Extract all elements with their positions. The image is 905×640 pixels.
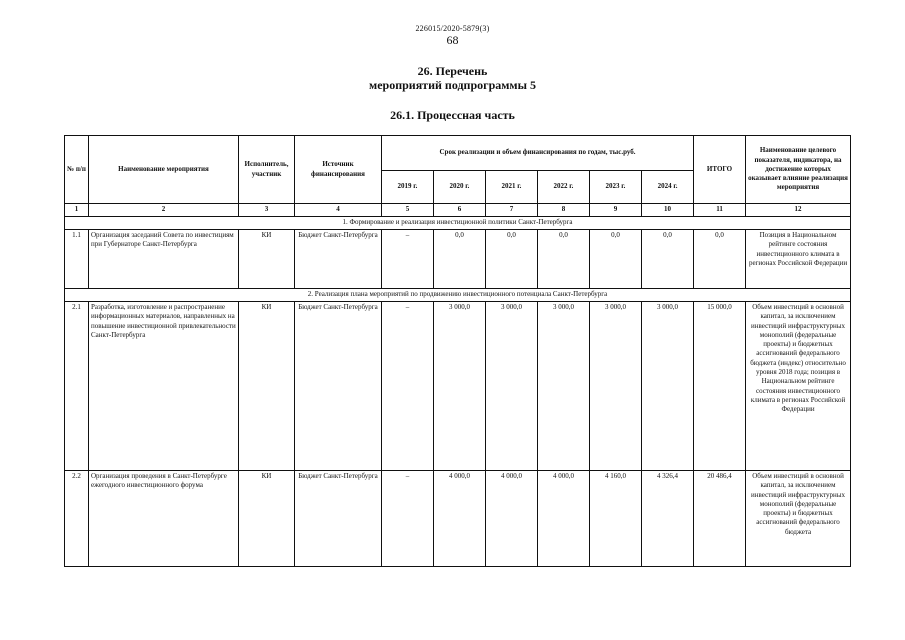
row-executor: КИ [239,230,295,289]
header-year-2022: 2022 г. [538,171,590,204]
header-indicator: Наименование целевого показателя, индикатора, на достижение которых оказывает влияние реализация мероприятия [746,136,851,204]
row-num: 2.1 [65,302,89,471]
row-year-2019: – [382,302,434,471]
row-name: Организация проведения в Санкт-Петербурге ежегодного инвестиционного форума [89,471,239,567]
row-num: 2.2 [65,471,89,567]
column-number: 10 [642,204,694,217]
row-name: Организация заседаний Совета по инвестициям при Губернаторе Санкт-Петербурга [89,230,239,289]
table-row [65,471,851,567]
column-number: 1 [65,204,89,217]
row-indicator: Позиция в Национальном рейтинге состояния инвестиционного климата в регионах Российской Федерации [746,230,851,289]
row-num: 1.1 [65,230,89,289]
column-number: 4 [295,204,382,217]
column-number: 9 [590,204,642,217]
row-source: Бюджет Санкт-Петербурга [295,471,382,567]
column-number: 11 [694,204,746,217]
row-year-2023: 0,0 [590,230,642,289]
table-row [65,302,851,471]
section-title: 1. Формирование и реализация инвестиционной политики Санкт-Петербурга [65,217,851,230]
column-numbers-row [65,204,851,217]
page-number: 68 [446,33,459,47]
row-source: Бюджет Санкт-Петербурга [295,302,382,471]
header-num: № п/п [65,136,89,204]
document-title-line-2: мероприятий подпрограммы 5 [369,78,536,92]
row-source: Бюджет Санкт-Петербурга [295,230,382,289]
header-year-2020: 2020 г. [434,171,486,204]
row-total: 15 000,0 [694,302,746,471]
row-year-2022: 0,0 [538,230,590,289]
column-number: 6 [434,204,486,217]
column-number: 2 [89,204,239,217]
row-year-2024: 0,0 [642,230,694,289]
document-title-line-1: 26. Перечень [417,64,488,78]
document-registration-code: 226015/2020-5879(3) [415,24,490,33]
row-executor: КИ [239,471,295,567]
header-period: Срок реализации и объем финансирования по годам, тыс.руб. [382,136,694,171]
row-year-2022: 3 000,0 [538,302,590,471]
row-year-2024: 4 326,4 [642,471,694,567]
row-year-2020: 0,0 [434,230,486,289]
table-row [65,230,851,289]
section-subtitle: 26.1. Процессная часть [390,108,515,122]
header-row-1 [65,136,851,171]
header-total: ИТОГО [694,136,746,204]
row-year-2020: 4 000,0 [434,471,486,567]
section-title: 2. Реализация плана мероприятий по продвижению инвестиционного потенциала Санкт-Петербурга [65,289,851,302]
section-row [65,217,851,230]
row-total: 20 486,4 [694,471,746,567]
header-year-2021: 2021 г. [486,171,538,204]
row-indicator: Объем инвестиций в основной капитал, за исключением инвестиций инфраструктурных монополий (федеральные проекты) и бюджетных ассигнований федерального бюджета (индекс) относительно уровня 2018 года; позиция в Национальном рейтинге состояния инвестиционного климата в регионах Российской Федерации [746,302,851,471]
column-number: 7 [486,204,538,217]
column-number: 12 [746,204,851,217]
header-year-2024: 2024 г. [642,171,694,204]
header-year-2023: 2023 г. [590,171,642,204]
header-year-2019: 2019 г. [382,171,434,204]
row-year-2019: – [382,471,434,567]
header-source: Источник финансирования [295,136,382,204]
row-name: Разработка, изготовление и распространение информационных материалов, направленных на повышение инвестиционной привлекательности Санкт-Петербурга [89,302,239,471]
row-total: 0,0 [694,230,746,289]
header-executor: Исполнитель, участник [239,136,295,204]
row-executor: КИ [239,302,295,471]
row-year-2021: 0,0 [486,230,538,289]
column-number: 5 [382,204,434,217]
measures-table [64,135,851,567]
row-year-2022: 4 000,0 [538,471,590,567]
column-number: 3 [239,204,295,217]
row-year-2021: 3 000,0 [486,302,538,471]
row-year-2019: – [382,230,434,289]
header-name: Наименование мероприятия [89,136,239,204]
section-row [65,289,851,302]
row-indicator: Объем инвестиций в основной капитал, за исключением инвестиций инфраструктурных монополий (федеральные проекты) и бюджетных ассигнований федерального бюджета [746,471,851,567]
column-number: 8 [538,204,590,217]
row-year-2024: 3 000,0 [642,302,694,471]
row-year-2021: 4 000,0 [486,471,538,567]
row-year-2023: 3 000,0 [590,302,642,471]
row-year-2020: 3 000,0 [434,302,486,471]
row-year-2023: 4 160,0 [590,471,642,567]
